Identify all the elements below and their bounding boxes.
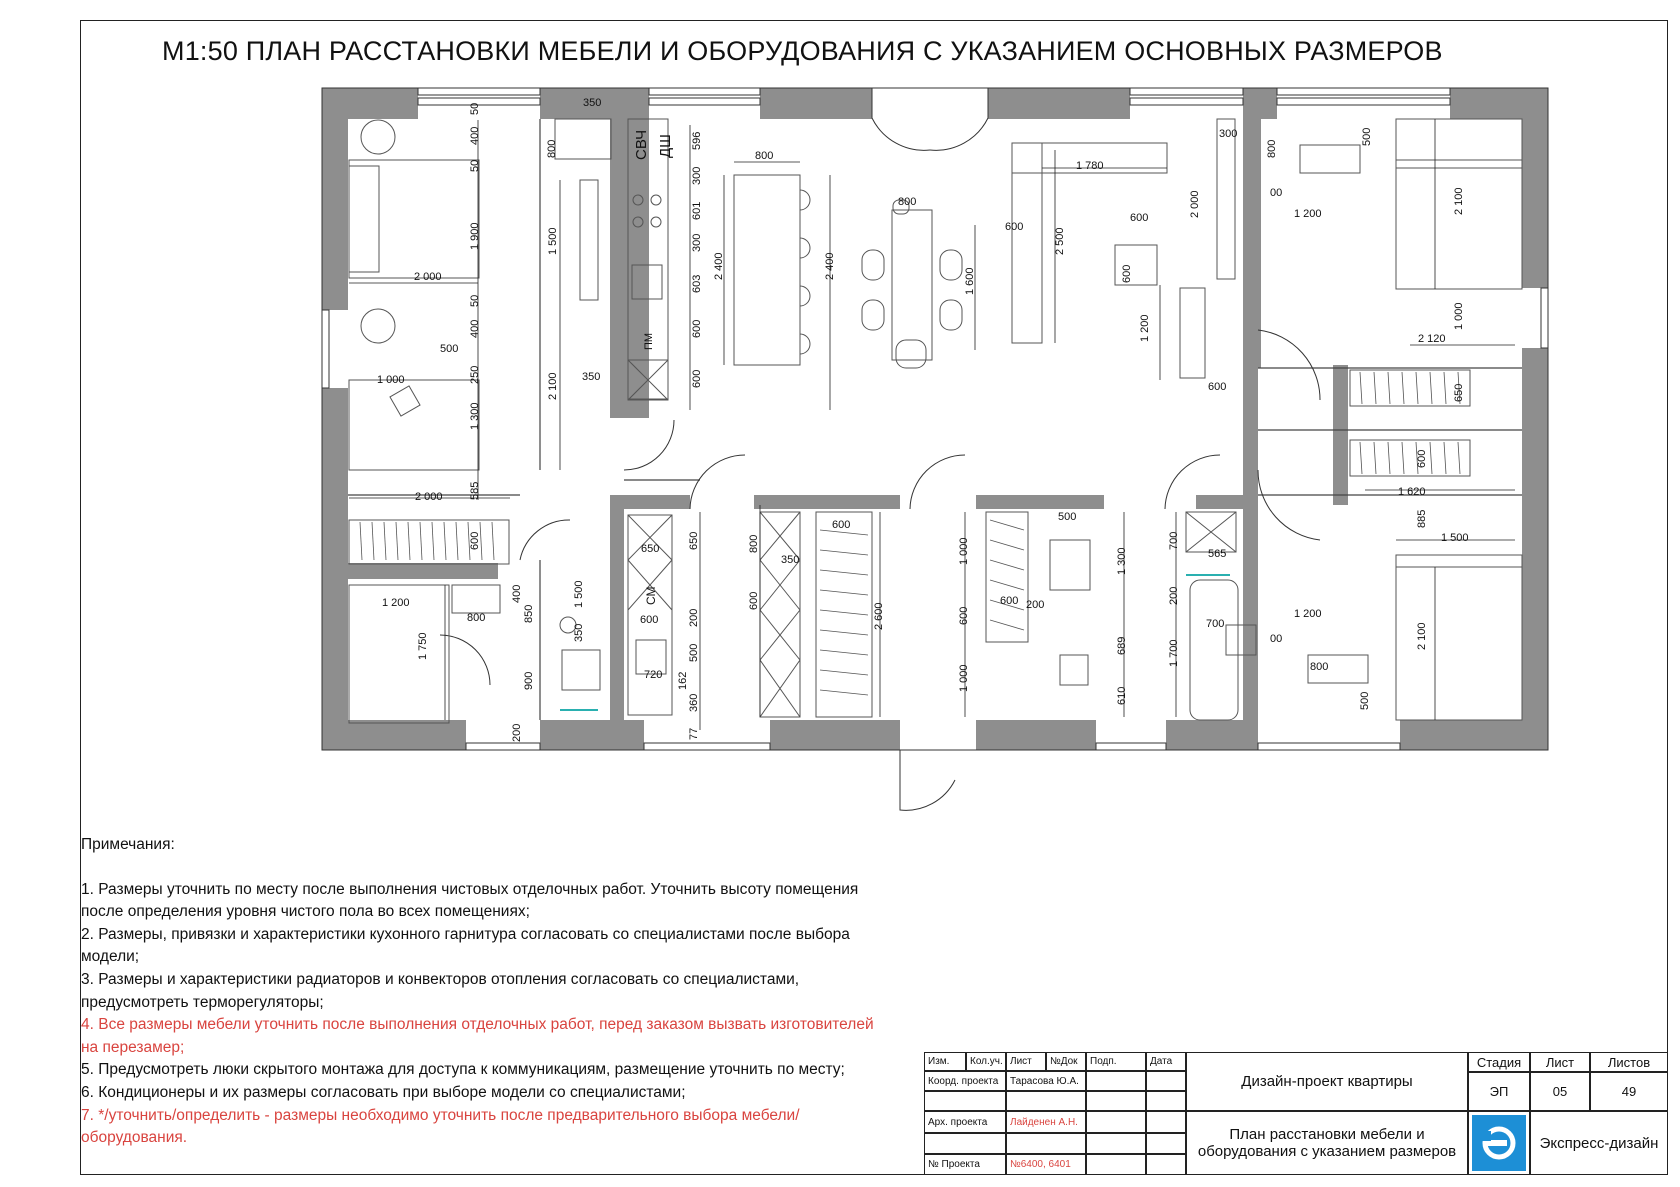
dim-text: 350 bbox=[781, 554, 800, 566]
dim-text: 800 bbox=[755, 150, 774, 162]
sheets-value: 49 bbox=[1590, 1072, 1668, 1111]
wall-segment bbox=[610, 495, 624, 750]
note-item: 7. */уточнить/определить - размеры необходимо уточнить после предварительного выбора мебели/оборудования. bbox=[81, 1106, 800, 1147]
sheet-title: План расстановки мебели и оборудования с указанием размеров bbox=[1186, 1111, 1468, 1175]
dim-text: 2 500 bbox=[1054, 227, 1066, 255]
arch-name: Лайденен А.Н. bbox=[1006, 1111, 1086, 1133]
dim-text: 601 bbox=[691, 201, 703, 220]
arch-date bbox=[1146, 1111, 1186, 1133]
dim-text: 1 600 bbox=[964, 267, 976, 295]
notes bbox=[81, 834, 881, 1150]
wall-segment bbox=[348, 563, 498, 579]
dim-text: 800 bbox=[898, 196, 917, 208]
empty-cell bbox=[1086, 1133, 1146, 1154]
dim-text: 2 400 bbox=[713, 252, 725, 280]
empty-cell bbox=[924, 1133, 1006, 1154]
dim-text: 500 bbox=[440, 343, 459, 355]
sheets-label: Листов bbox=[1590, 1052, 1668, 1072]
dim-text: 800 bbox=[1266, 139, 1278, 158]
dim-text: 600 bbox=[1208, 381, 1227, 393]
empty-cell bbox=[1146, 1091, 1186, 1111]
project-label: № Проекта bbox=[924, 1154, 1006, 1175]
wall-segment bbox=[1243, 340, 1258, 750]
dim-text: 885 bbox=[1416, 509, 1428, 528]
label-pm: ПМ bbox=[643, 332, 655, 350]
dim-text: 350 bbox=[583, 97, 602, 109]
dim-text: 2 000 bbox=[1189, 190, 1201, 218]
note-item: 2. Размеры, привязки и характеристики кухонного гарнитура согласовать со специалистами после выбора модели; bbox=[81, 925, 850, 966]
wall-segment bbox=[976, 720, 1096, 750]
dim-text: 00 bbox=[1270, 187, 1283, 199]
coord-name: Тарасова Ю.А. bbox=[1006, 1071, 1086, 1091]
dim-text: 800 bbox=[748, 534, 760, 553]
dim-text: 689 bbox=[1116, 636, 1128, 655]
dim-text: 600 bbox=[1416, 449, 1428, 468]
dim-text: 1 200 bbox=[1294, 608, 1322, 620]
wall-segment bbox=[1400, 720, 1548, 750]
empty-cell bbox=[924, 1091, 1006, 1111]
dim-text: 00 bbox=[1270, 633, 1283, 645]
dim-text: 1 620 bbox=[1398, 486, 1426, 498]
dim-text: 1 750 bbox=[417, 632, 429, 660]
empty-cell bbox=[1006, 1091, 1086, 1111]
dim-text: 600 bbox=[1121, 264, 1133, 283]
empty-cell bbox=[1086, 1091, 1146, 1111]
sheet-label: Лист bbox=[1530, 1052, 1590, 1072]
dim-text: 2 100 bbox=[1416, 622, 1428, 650]
dim-text: 250 bbox=[469, 365, 481, 384]
dim-text: 565 bbox=[1208, 548, 1227, 560]
stage-value: ЭП bbox=[1468, 1072, 1530, 1111]
dim-text: 360 bbox=[688, 693, 700, 712]
dim-text: 1 300 bbox=[1116, 547, 1128, 575]
dim-text: 600 bbox=[832, 519, 851, 531]
stamp-header: Дата bbox=[1146, 1052, 1186, 1071]
dim-text: 1 200 bbox=[1139, 314, 1151, 342]
dim-text: 1 300 bbox=[469, 402, 481, 430]
wall-segment bbox=[1166, 720, 1258, 750]
dim-text: 200 bbox=[511, 723, 523, 742]
dim-text: 1 500 bbox=[573, 580, 585, 608]
dim-text: 2 400 bbox=[824, 252, 836, 280]
company-name: Экспресс-дизайн bbox=[1530, 1111, 1668, 1175]
wall-segment bbox=[988, 88, 1130, 119]
dim-text: 162 bbox=[677, 671, 689, 690]
note-item: 1. Размеры уточнить по месту после выполнения чистовых отделочных работ. Уточнить высоту помещения после определения уровня чистого пола во всех помещениях; bbox=[81, 880, 859, 921]
dim-text: 800 bbox=[1310, 661, 1329, 673]
dim-text: 1 200 bbox=[1294, 208, 1322, 220]
dim-text: 2 600 bbox=[873, 602, 885, 630]
dim-text: 650 bbox=[641, 543, 660, 555]
dim-text: 1 780 bbox=[1076, 160, 1104, 172]
dim-text: 500 bbox=[1361, 127, 1373, 146]
dim-text: 650 bbox=[1453, 383, 1465, 402]
dim-text: 900 bbox=[523, 671, 535, 690]
dim-text: 200 bbox=[1168, 586, 1180, 605]
wardrobe-hatch bbox=[360, 369, 1460, 695]
dim-text: 1 500 bbox=[547, 227, 559, 255]
empty-cell bbox=[1006, 1133, 1086, 1154]
arch-label: Арх. проекта bbox=[924, 1111, 1006, 1133]
dim-text: 610 bbox=[1116, 686, 1128, 705]
coord-date bbox=[1146, 1071, 1186, 1091]
dim-text: 200 bbox=[1026, 599, 1045, 611]
dim-text: 650 bbox=[688, 531, 700, 550]
dim-text: 2 100 bbox=[547, 372, 559, 400]
dim-text: 2 000 bbox=[415, 491, 443, 503]
note-item: 3. Размеры и характеристики радиаторов и конвекторов отопления согласовать со специалистами, предусмотреть терморегуляторы; bbox=[81, 970, 800, 1011]
dim-text: 400 bbox=[469, 319, 481, 338]
dim-text: 300 bbox=[1219, 128, 1238, 140]
coord-label: Коорд. проекта bbox=[924, 1071, 1006, 1091]
dim-text: 600 bbox=[469, 531, 481, 550]
note-item: 6. Кондиционеры и их размеры согласовать при выборе модели со специалистами; bbox=[81, 1083, 686, 1101]
dim-text: 500 bbox=[1359, 691, 1371, 710]
wall-segment bbox=[754, 495, 900, 509]
dim-text: 350 bbox=[582, 371, 601, 383]
empty-cell bbox=[1086, 1154, 1146, 1175]
wall-segment bbox=[1333, 365, 1348, 505]
wall-segment bbox=[322, 88, 348, 310]
wall-segment bbox=[770, 720, 900, 750]
dim-text: 600 bbox=[1005, 221, 1024, 233]
stamp-header: Кол.уч. bbox=[966, 1052, 1006, 1071]
label-microwave: СВЧ bbox=[633, 129, 650, 160]
wall-segment bbox=[1522, 88, 1548, 288]
dim-text: 585 bbox=[469, 481, 481, 500]
label-sm: СМ bbox=[644, 586, 658, 605]
note-item: 4. Все размеры мебели уточнить после выполнения отделочных работ, перед заказом вызвать изготовителей на перезамер; bbox=[81, 1016, 874, 1056]
empty-cell bbox=[1146, 1154, 1186, 1175]
dim-text: 50 bbox=[469, 294, 481, 307]
dim-text: 2 100 bbox=[1453, 187, 1465, 215]
dim-text: 1 700 bbox=[1168, 639, 1180, 667]
dim-text: 400 bbox=[511, 584, 523, 603]
dim-text: 300 bbox=[691, 233, 703, 252]
wall-segment bbox=[760, 88, 872, 119]
dim-text: 603 bbox=[691, 274, 703, 293]
dim-text: 1 000 bbox=[958, 664, 970, 692]
stamp-header: Подп. bbox=[1086, 1052, 1146, 1071]
dim-text: 1 900 bbox=[469, 222, 481, 250]
project-title: Дизайн-проект квартиры bbox=[1186, 1052, 1468, 1111]
walls bbox=[322, 88, 1548, 750]
dim-text: 600 bbox=[691, 369, 703, 388]
arch-sign bbox=[1086, 1111, 1146, 1133]
empty-cell bbox=[1146, 1133, 1186, 1154]
dim-text: 720 bbox=[644, 669, 663, 681]
dim-text: 600 bbox=[958, 606, 970, 625]
dim-text: 600 bbox=[1000, 595, 1019, 607]
notes-heading: Примечания: bbox=[81, 836, 175, 853]
dim-text: 2 120 bbox=[1418, 333, 1446, 345]
stamp-header: Лист bbox=[1006, 1052, 1046, 1071]
wall-segment bbox=[1196, 495, 1243, 509]
stamp-header: Изм. bbox=[924, 1052, 966, 1071]
page-title: М1:50 ПЛАН РАССТАНОВКИ МЕБЕЛИ И ОБОРУДОВАНИЯ С УКАЗАНИЕМ ОСНОВНЫХ РАЗМЕРОВ bbox=[162, 36, 1443, 66]
logo-icon bbox=[1479, 1123, 1519, 1163]
dim-text: 200 bbox=[688, 608, 700, 627]
dim-text: 350 bbox=[573, 623, 585, 642]
accent-lines bbox=[560, 575, 1230, 710]
dim-text: 500 bbox=[1058, 511, 1077, 523]
dim-text: 50 bbox=[469, 159, 481, 172]
company-logo bbox=[1472, 1115, 1526, 1171]
dim-text: 800 bbox=[546, 139, 558, 158]
dim-text: 50 bbox=[469, 102, 481, 115]
dim-text: 400 bbox=[469, 126, 481, 145]
dim-text: 700 bbox=[1168, 531, 1180, 550]
dim-text: 800 bbox=[467, 612, 486, 624]
dim-text: 1 000 bbox=[958, 537, 970, 565]
dim-text: 600 bbox=[691, 319, 703, 338]
wall-segment bbox=[976, 495, 1104, 509]
coord-sign bbox=[1086, 1071, 1146, 1091]
dim-text: 2 000 bbox=[414, 271, 442, 283]
dim-text: 1 500 bbox=[1441, 532, 1469, 544]
wall-segment bbox=[610, 495, 690, 509]
dim-text: 600 bbox=[1130, 212, 1149, 224]
label-dishwasher: ДШ bbox=[657, 134, 674, 158]
wall-segment bbox=[1243, 88, 1261, 368]
stamp-header: №Док bbox=[1046, 1052, 1086, 1071]
dim-text: 1 000 bbox=[377, 374, 405, 386]
dim-text: 700 bbox=[1206, 618, 1225, 630]
dim-text: 1 000 bbox=[1453, 302, 1465, 330]
wall-segment bbox=[322, 720, 466, 750]
windows bbox=[322, 88, 1548, 750]
wall-segment bbox=[322, 388, 348, 750]
project-number: №6400, 6401 bbox=[1006, 1154, 1086, 1175]
dim-text: 850 bbox=[523, 604, 535, 623]
plan-outline bbox=[322, 88, 1548, 750]
sheet-value: 05 bbox=[1530, 1072, 1590, 1111]
dim-text: 600 bbox=[640, 614, 659, 626]
note-item: 5. Предусмотреть люки скрытого монтажа для доступа к коммуникациям, размещение уточнить по месту; bbox=[81, 1061, 845, 1079]
dim-text: 600 bbox=[748, 591, 760, 610]
wall-segment bbox=[540, 720, 644, 750]
dimension-texts bbox=[377, 97, 1469, 742]
dim-text: 500 bbox=[688, 643, 700, 662]
dim-text: 300 bbox=[691, 166, 703, 185]
logo-cell bbox=[1468, 1111, 1530, 1175]
stage-label: Стадия bbox=[1468, 1052, 1530, 1072]
dim-text: 1 200 bbox=[382, 597, 410, 609]
dim-text: 596 bbox=[691, 131, 703, 150]
dim-text: 77 bbox=[688, 727, 700, 740]
wall-segment bbox=[1522, 348, 1548, 750]
